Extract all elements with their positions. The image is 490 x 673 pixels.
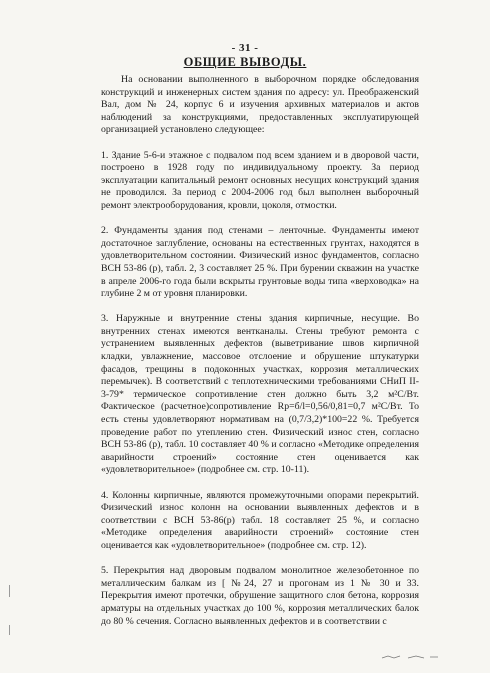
finding-item-5: 5. Перекрытия над дворовым подвалом монолитное железобетонное по металлическим балкам из [ №24, 27 и прогонам из 1 № 30 и 33. Перекрытия имеют протечки, обрушение защитного слоя бетона, коррозия арматуры на отдельных участках до 100 %, коррозия металлических балок до 80 % сечения. Согласно выявленных дефектов и в соответствии с [101, 565, 419, 627]
finding-item-4: 4. Колонны кирпичные, являются промежуточными опорами перекрытий. Физический износ колонн на основании выявленных дефектов и в соответствии с ВСН 53-86(р) табл. 18 составляет 25 %, и согласно «Методике определения аварийности строений» состояние стен оценивается как «удовлетворительное» (подробнее см. стр. 12). [101, 489, 419, 551]
finding-item-2: 2. Фундаменты здания под стенами – ленточные. Фундаменты имеют достаточное заглубление, основаны на естественных грунтах, находятся в удовлетворительном состоянии. Физический износ фундаментов, согласно ВСН 53-86 (р), табл. 2, 3 составляет 25 %. При бурении скважин на участке в апреле 2006-го года были вскрыты грунтовые воды типа «верховодка» на глубине 2 м от уровня планировки. [101, 225, 419, 300]
page-number: - 31 - [231, 42, 259, 54]
intro-paragraph: На основании выполненного в выборочном порядке обследования конструкций и инженерных систем здания по адресу: ул. Преображенский Вал, дом № 24, корпус 6 и изучения архивных материалов и актов наблюдений за конструкциями, предоставленных эксплуатирующей организацией установлено следующее: [101, 74, 419, 136]
finding-item-1: 1. Здание 5-6-и этажное с подвалом под всем зданием и в дворовой части, построено в 1928 году по индивидуальному проекту. За период эксплуатации капитальный ремонт основных несущих конструкций здания не проводился. За период с 2004-2006 год был выполнен выборочный ремонт электрооборудования, кровли, цоколя, отмостки. [101, 149, 419, 211]
scan-margin-mark [9, 625, 10, 635]
scan-margin-mark [9, 585, 10, 597]
finding-item-3: 3. Наружные и внутренние стены здания кирпичные, несущие. Во внутренних стенах имеются вентканалы. Стены требуют ремонта с устранением выявленных дефектов (выветривание швов кирпичной кладки, увлажнение, массовое отслоение и обрушение штукатурки фасадов, трещины в подоконных участках, коррозия металлических перемычек). В соответствий с теплотехническими требованиями СНиП II-3-79* термическое сопротивление стен должно быть 3,2 м²С/Вт. Фактическое (расчетное)сопротивление Rp=б/l=0,56/0,81=0,7 м²С/Вт. То есть стены удовлетворяют нормативам на (0,7/3,2)*100=22 %. Требуется проведение работ по утеплению стен. Физический износ стен, согласно ВСН 53-86 (р), табл. 10 составляет 40 % и согласно «Методике определения аварийности строений» состояние стен оценивается как «удовлетворительное» (подробнее см. стр. 10-11). [101, 313, 419, 476]
document-body [101, 74, 419, 641]
scan-scribble [380, 654, 440, 660]
page-title: ОБЩИЕ ВЫВОДЫ. [183, 55, 307, 69]
